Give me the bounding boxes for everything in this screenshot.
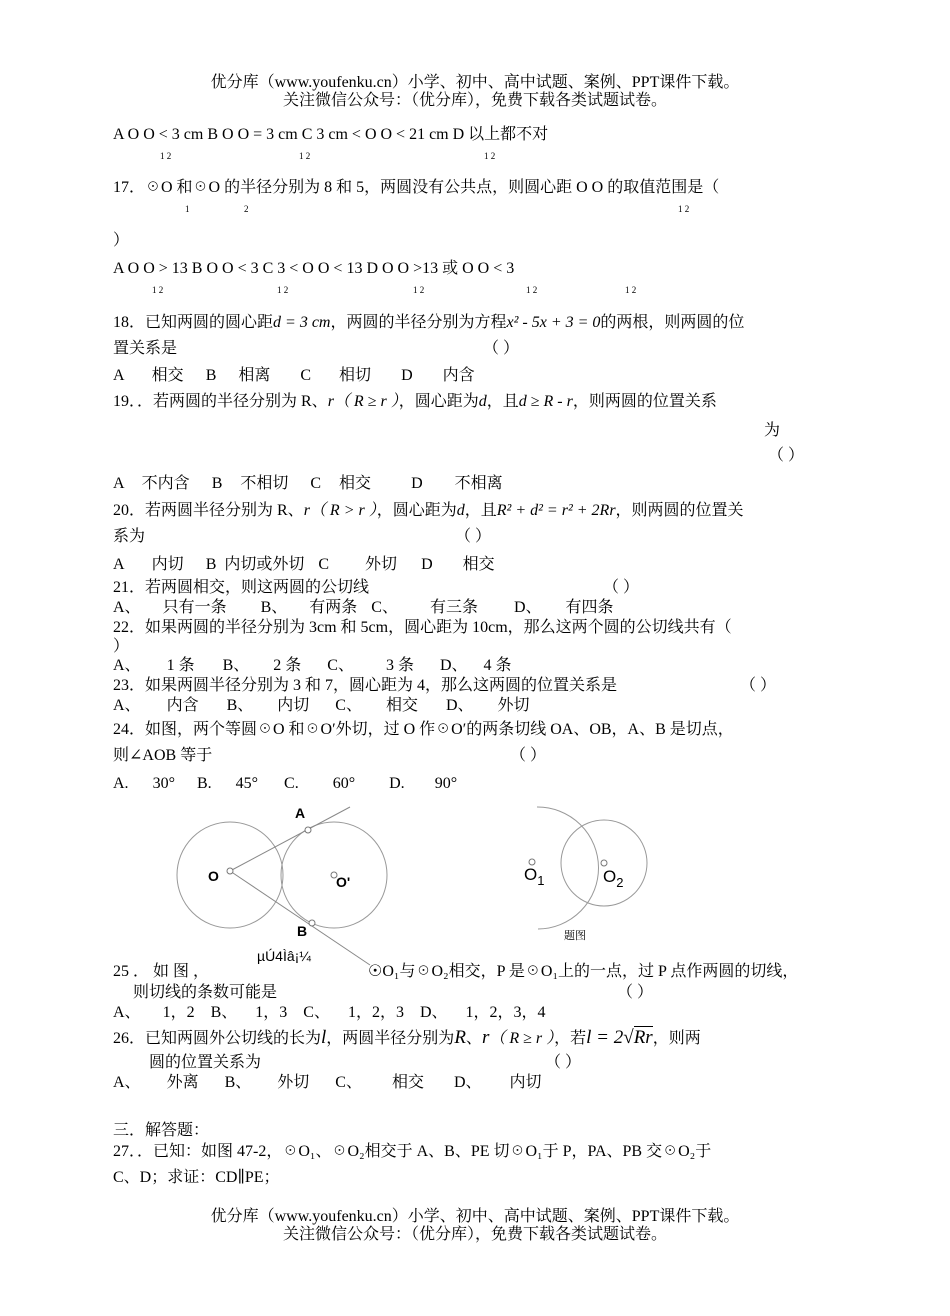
q25-stem-a: 25 ． 如 图 ， xyxy=(113,963,210,980)
option-letter: C xyxy=(310,475,322,492)
option-letter: D xyxy=(411,475,423,492)
q25-line-2: 则切线的条数可能是 xyxy=(133,984,278,1001)
option-text: 内含 xyxy=(166,697,199,714)
q19-stem xyxy=(113,392,717,412)
q26-equation: l = 2 xyxy=(586,1027,624,1048)
option-letter: A、 xyxy=(113,697,141,714)
option-text: 有三条 xyxy=(429,599,478,616)
footer-line-1: 优分库（www.youfenku.cn）小学、初中、高中试题、案例、PPT课件下载。 xyxy=(210,1208,740,1225)
option-letter: B xyxy=(205,367,217,384)
label-b: B xyxy=(297,923,308,939)
option-letter: C、 xyxy=(327,657,354,674)
q20-r: r xyxy=(303,502,310,519)
option-letter: A xyxy=(113,367,124,384)
option-text: 3 条 xyxy=(385,657,414,674)
answer-paren: （ ） xyxy=(510,747,547,764)
option-text: 内含 xyxy=(442,367,475,384)
point-o2 xyxy=(601,860,607,866)
option-text: 1，3 xyxy=(255,1004,288,1021)
q19-d: d xyxy=(478,393,487,410)
subscript: 2 xyxy=(244,204,249,214)
option-text: 内切或外切 xyxy=(224,556,305,573)
option-letter: D、 xyxy=(513,599,542,616)
q25-options xyxy=(113,1003,546,1023)
q26-radicand: Rr xyxy=(633,1027,653,1048)
figure-caption: µÚ4Ìâ¡¼ xyxy=(257,948,311,964)
q26-stem xyxy=(113,1028,701,1049)
q24-options xyxy=(113,774,457,794)
option-text: 相交 xyxy=(339,475,372,492)
q18-stem-c: 的两根，则两圆的位 xyxy=(600,314,745,331)
circle-o1-arc xyxy=(537,807,599,929)
subscript: 1 2 xyxy=(625,285,637,295)
option-letter: A、 xyxy=(113,599,141,616)
option-letter: B、 xyxy=(260,599,288,616)
option-letter: D xyxy=(421,556,433,573)
q18-stem xyxy=(113,313,744,333)
q16-options: A O O < 3 cm B O O = 3 cm C 3 cm < O O < 21 cm D 以上都不对 xyxy=(113,126,549,143)
option-letter: A xyxy=(113,556,124,573)
option-text: 内切 xyxy=(277,697,310,714)
q26-r: r xyxy=(481,1027,490,1048)
answer-paren: （ ） xyxy=(617,984,654,1001)
option-letter: B xyxy=(205,556,217,573)
option-letter: C. xyxy=(284,775,299,792)
option-text: 外切 xyxy=(277,1074,310,1091)
option-text: 60° xyxy=(332,775,356,792)
option-letter: B. xyxy=(196,775,212,792)
q23-stem: 23．如果两圆半径分别为 3 和 7，圆心距为 4，那么这两圆的位置关系是 xyxy=(113,677,618,694)
section-title: 三．解答题： xyxy=(113,1122,210,1139)
circle-o xyxy=(177,822,283,928)
q19-r: r xyxy=(327,393,334,410)
option-text: 相离 xyxy=(238,367,271,384)
q23-options xyxy=(113,696,530,716)
option-text: 相交 xyxy=(151,367,184,384)
option-letter: D xyxy=(401,367,413,384)
option-letter: C、 xyxy=(303,1004,330,1021)
q26-condition: （ R ≥ r ） xyxy=(489,1030,555,1047)
subscript: 1 xyxy=(185,204,190,214)
subscript: 1 2 xyxy=(152,285,164,295)
point-b xyxy=(309,920,315,926)
option-text: 外切 xyxy=(497,697,530,714)
option-text: 1 条 xyxy=(166,657,195,674)
q20-condition: （ R > r ） xyxy=(309,502,377,519)
label-o: O xyxy=(208,868,219,884)
option-text: 只有一条 xyxy=(162,599,227,616)
q20-stem-d: ，则两圆的位置关 xyxy=(615,502,744,519)
label-o2: $O_2$ xyxy=(603,867,624,890)
option-text: 4 条 xyxy=(483,657,512,674)
q26-sep: 、 xyxy=(465,1030,482,1047)
option-letter: C、 xyxy=(371,599,398,616)
option-letter: B、 xyxy=(226,697,254,714)
option-letter: C xyxy=(318,556,330,573)
footer-line-2: 关注微信公众号：（优分库），免费下载各类试题试卷。 xyxy=(282,1226,667,1243)
q26-options xyxy=(113,1073,542,1093)
q18-options xyxy=(113,366,475,386)
sqrt-icon: √ xyxy=(623,1027,634,1048)
option-letter: A xyxy=(113,475,124,492)
point-a xyxy=(305,827,311,833)
answer-paren: （ ） xyxy=(768,447,805,464)
subscript: 1 2 xyxy=(526,285,538,295)
q19-stem-a: 19．．若两圆的半径分别为 R、 xyxy=(113,393,328,410)
subscript: 1 2 xyxy=(299,151,311,161)
subscript: 1 2 xyxy=(277,285,289,295)
q19-inequality: d ≥ R - r xyxy=(518,393,573,410)
option-letter: B、 xyxy=(210,1004,238,1021)
label-o-prime: O' xyxy=(336,874,351,890)
option-text: 外切 xyxy=(365,556,398,573)
option-text: 不内含 xyxy=(141,475,190,492)
q18-stem-b: ，两圆的半径分别为方程 xyxy=(330,314,507,331)
option-text: 内切 xyxy=(509,1074,542,1091)
option-text: 外离 xyxy=(166,1074,199,1091)
tangent-line-oa xyxy=(230,807,350,871)
option-text: 90° xyxy=(434,775,458,792)
option-text: 1，2，3，4 xyxy=(465,1004,546,1021)
q19-stem-c: ，且 xyxy=(486,393,519,410)
option-text: 不相离 xyxy=(454,475,503,492)
q20-d: d xyxy=(456,502,465,519)
q20-line-2: 系为 xyxy=(113,528,146,545)
option-letter: D、 xyxy=(419,1004,448,1021)
option-letter: C、 xyxy=(335,697,362,714)
q19-cont: 为 xyxy=(764,422,781,439)
q24-line-2: 则∠AOB 等于 xyxy=(113,747,213,764)
option-text: 1，2，3 xyxy=(347,1004,404,1021)
answer-paren: （ ） xyxy=(545,1054,582,1071)
q18-line-2: 置关系是 xyxy=(113,340,178,357)
q18-distance: d = 3 cm xyxy=(273,314,331,331)
q20-stem-c: ，且 xyxy=(464,502,497,519)
q26-stem-b: ，两圆半径分别为 xyxy=(326,1030,455,1047)
subscript: 1 2 xyxy=(160,151,172,161)
q20-equation: R² + d² = r² + 2Rr xyxy=(496,502,616,519)
q17-stem-cont: ） xyxy=(113,232,130,249)
figure-caption: 题图 xyxy=(564,930,586,942)
answer-paren: （ ） xyxy=(740,677,777,694)
option-letter: D、 xyxy=(453,1074,482,1091)
q20-stem-a: 20．若两圆半径分别为 R、 xyxy=(113,502,304,519)
q26-stem-a: 26．已知两圆外公切线的长为 xyxy=(113,1030,322,1047)
header-line-1: 优分库（www.youfenku.cn）小学、初中、高中试题、案例、PPT课件下载。 xyxy=(210,74,740,91)
option-text: 相切 xyxy=(339,367,372,384)
option-text: 45° xyxy=(235,775,259,792)
option-letter: D、 xyxy=(439,657,468,674)
option-letter: A、 xyxy=(113,1004,141,1021)
option-letter: B xyxy=(211,475,223,492)
q18-equation: x² - 5x + 3 = 0 xyxy=(506,314,601,331)
q22-stem: 22．如果两圆的半径分别为 3cm 和 5cm，圆心距为 10cm，那么这两个圆的公切线共有（ xyxy=(113,619,732,636)
q26-l: l xyxy=(321,1027,327,1048)
option-letter: C、 xyxy=(335,1074,362,1091)
point-o xyxy=(227,868,233,874)
option-text: 相交 xyxy=(462,556,495,573)
q26-stem-c: ，若 xyxy=(554,1030,587,1047)
q24-line-1: 24．如图，两个等圆☉O 和☉O′外切，过 O 作☉O′的两条切线 OA、OB，A、B 是切点， xyxy=(113,721,734,738)
label-o1: $O_1$ xyxy=(524,865,545,888)
q19-stem-d: ，则两圆的位置关系 xyxy=(572,393,717,410)
q19-condition: （ R ≥ r ） xyxy=(333,393,399,410)
option-text: 不相切 xyxy=(240,475,289,492)
option-letter: A. xyxy=(113,775,129,792)
answer-paren: （ ） xyxy=(483,340,520,357)
q22-stem-cont: ） xyxy=(113,638,130,655)
option-letter: D、 xyxy=(445,697,474,714)
q26-R: R xyxy=(454,1027,466,1048)
option-text: 相交 xyxy=(391,1074,424,1091)
option-letter: C xyxy=(300,367,312,384)
q27-line-2: C、D；求证：CD∥PE； xyxy=(113,1169,280,1186)
q26-stem-d: ，则两 xyxy=(652,1030,701,1047)
q21-options xyxy=(113,598,614,618)
q25-stem-b: ☉O₁与☉O₂相交，P 是☉O₁上的一点，过 P 点作两圆的切线， xyxy=(368,963,799,980)
q21-stem: 21．若两圆相交，则这两圆的公切线 xyxy=(113,579,370,596)
figure-intersecting-circles xyxy=(500,800,660,950)
q17-options: A O O > 13 B O O < 3 C 3 < O O < 13 D O O >13 或 O O < 3 xyxy=(113,260,515,277)
subscript: 1 2 xyxy=(484,151,496,161)
q19-options xyxy=(113,474,503,494)
answer-paren: （ ） xyxy=(455,528,492,545)
figure-tangent-circles xyxy=(160,795,410,970)
subscript: 1 2 xyxy=(413,285,425,295)
q20-options xyxy=(113,555,495,575)
answer-paren: （ ） xyxy=(603,579,640,596)
q17-stem: 17．☉O 和☉O 的半径分别为 8 和 5，两圆没有公共点，则圆心距 O O 的取值范围是（ xyxy=(113,179,720,196)
option-letter: B、 xyxy=(222,657,250,674)
label-a: A xyxy=(295,805,306,821)
option-text: 有四条 xyxy=(565,599,614,616)
option-letter: B、 xyxy=(224,1074,252,1091)
option-letter: A、 xyxy=(113,1074,141,1091)
header-line-2: 关注微信公众号：（优分库），免费下载各类试题试卷。 xyxy=(282,92,667,109)
option-text: 1，2 xyxy=(162,1004,195,1021)
option-text: 30° xyxy=(152,775,175,792)
option-letter: A、 xyxy=(113,657,141,674)
q26-line-2: 圆的位置关系为 xyxy=(149,1054,262,1071)
q18-stem-a: 18．已知两圆的圆心距 xyxy=(113,314,274,331)
option-text: 相交 xyxy=(385,697,418,714)
option-text: 内切 xyxy=(151,556,184,573)
option-text: 有两条 xyxy=(309,599,358,616)
subscript: 1 2 xyxy=(678,204,690,214)
q19-stem-b: ，圆心距为 xyxy=(398,393,479,410)
q20-stem-b: ，圆心距为 xyxy=(376,502,457,519)
q22-options xyxy=(113,656,512,676)
q20-stem xyxy=(113,501,744,521)
option-text: 2 条 xyxy=(273,657,302,674)
option-letter: D. xyxy=(389,775,405,792)
q27-line-1: 27．．已知：如图 47-2，☉O₁、☉O₂相交于 A、B、PE 切☉O₁于 P，PA、PB 交☉O₂于 xyxy=(113,1143,712,1160)
